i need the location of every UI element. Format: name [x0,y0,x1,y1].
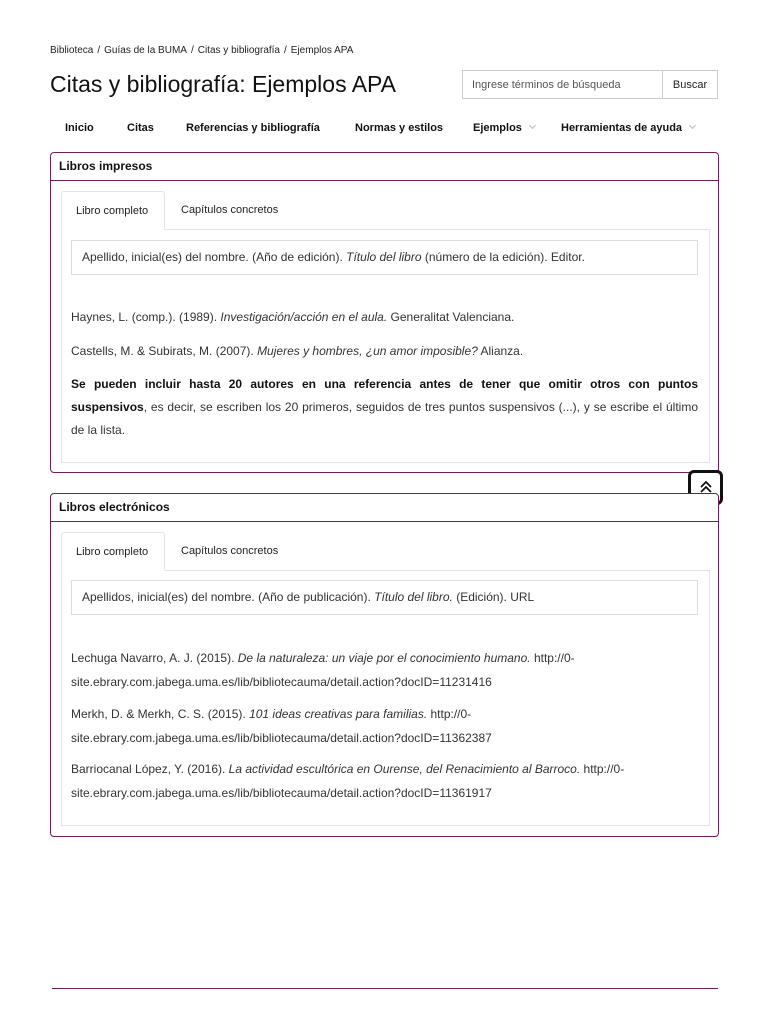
format-text: (Edición). URL [452,590,535,604]
panel-libros-impresos [50,152,719,473]
nav-item-herramientas[interactable] [561,122,695,134]
nav-item-ejemplos-label: Ejemplos [473,122,522,134]
reference-url: site.ebrary.com.jabega.uma.es/lib/bibliotecauma/detail.action?docID=11361917 [71,786,492,800]
nav-item-herramientas-label: Herramientas de ayuda [561,122,683,134]
breadcrumb-item-current: Ejemplos APA [290,45,354,56]
breadcrumb-item-guias[interactable]: Guías de la BUMA [104,45,187,56]
tab-capitulos-concretos[interactable]: Capítulos concretos [181,545,279,557]
format-title: Título del libro. [374,590,453,604]
note-text: , es decir, se escriben los 20 primeros, seguidos de tres puntos suspensivos (...), y se escribe el último de la lista. [71,400,698,437]
reference-item [71,646,701,694]
panel-title: Libros impresos [51,153,718,181]
reference-publisher: Alianza. [477,344,524,358]
breadcrumb [50,45,353,56]
format-template [71,240,698,275]
tab-list [61,532,710,571]
chevron-down-icon [689,122,696,129]
nav-item-referencias[interactable]: Referencias y bibliografía [186,122,320,134]
reference-author: Lechuga Navarro, A. J. (2015). [71,651,238,665]
reference-url: site.ebrary.com.jabega.uma.es/lib/bibliotecauma/detail.action?docID=11362387 [71,731,492,745]
reference-title: La actividad escultórica en Ourense, del Renacimiento al Barroco. [228,762,581,776]
authors-note [71,373,698,442]
search-input[interactable] [462,70,662,99]
reference-url-prefix: http://0- [580,762,625,776]
nav-item-inicio[interactable]: Inicio [65,122,94,134]
breadcrumb-separator: / [190,45,194,56]
tab-libro-completo[interactable]: Libro completo [61,532,165,571]
breadcrumb-separator: / [284,45,287,56]
breadcrumb-item-biblioteca[interactable]: Biblioteca [50,45,94,56]
breadcrumb-separator: / [97,45,101,56]
footer-divider [52,988,718,989]
format-title: Título del libro [346,250,422,264]
reference-item [71,757,701,805]
reference-author: Haynes, L. (comp.). (1989). [71,310,221,324]
panel-title: Libros electrónicos [51,494,718,522]
double-chevron-up-icon [699,480,713,494]
search-button[interactable]: Buscar [662,70,718,99]
reference-item [71,339,701,363]
reference-item [71,305,701,329]
reference-title: De la naturaleza: un viaje por el conocimiento humano. [237,651,531,665]
breadcrumb-item-citas[interactable]: Citas y bibliografía [197,45,280,56]
chevron-down-icon [529,122,536,129]
format-text: Apellido, inicial(es) del nombre. (Año de edición). [82,250,347,264]
tab-capitulos-concretos[interactable]: Capítulos concretos [181,204,279,216]
nav-item-ejemplos[interactable] [473,122,535,134]
format-text: (número de la edición). Editor. [421,250,585,264]
search-form [462,70,718,99]
reference-title: Mujeres y hombres, ¿un amor imposible? [257,344,478,358]
reference-title: 101 ideas creativas para familias. [249,707,428,721]
nav-item-citas[interactable]: Citas [127,122,154,134]
reference-url-prefix: http://0- [427,707,472,721]
format-template [71,580,698,615]
reference-publisher: Generalitat Valenciana. [387,310,515,324]
reference-author: Castells, M. & Subirats, M. (2007). [71,344,258,358]
reference-item [71,702,701,750]
reference-title: Investigación/acción en el aula. [220,310,388,324]
guide-nav [50,119,718,139]
tab-content [61,229,710,463]
nav-item-normas[interactable]: Normas y estilos [355,122,444,134]
format-text: Apellidos, inicial(es) del nombre. (Año de publicación). [82,590,375,604]
reference-author: Barriocanal López, Y. (2016). [71,762,229,776]
reference-author: Merkh, D. & Merkh, C. S. (2015). [71,707,250,721]
page-title: Citas y bibliografía: Ejemplos APA [50,71,397,97]
note-emphasis: Se pueden incluir hasta 20 autores en una referencia antes de tener que omitir otros con puntos suspensivos [71,377,698,414]
tab-list [61,191,710,230]
reference-url-prefix: http://0- [530,651,575,665]
tab-libro-completo[interactable]: Libro completo [61,191,165,230]
tab-content [61,570,710,826]
panel-libros-electronicos [50,493,719,837]
reference-url: site.ebrary.com.jabega.uma.es/lib/bibliotecauma/detail.action?docID=11231416 [71,675,492,689]
